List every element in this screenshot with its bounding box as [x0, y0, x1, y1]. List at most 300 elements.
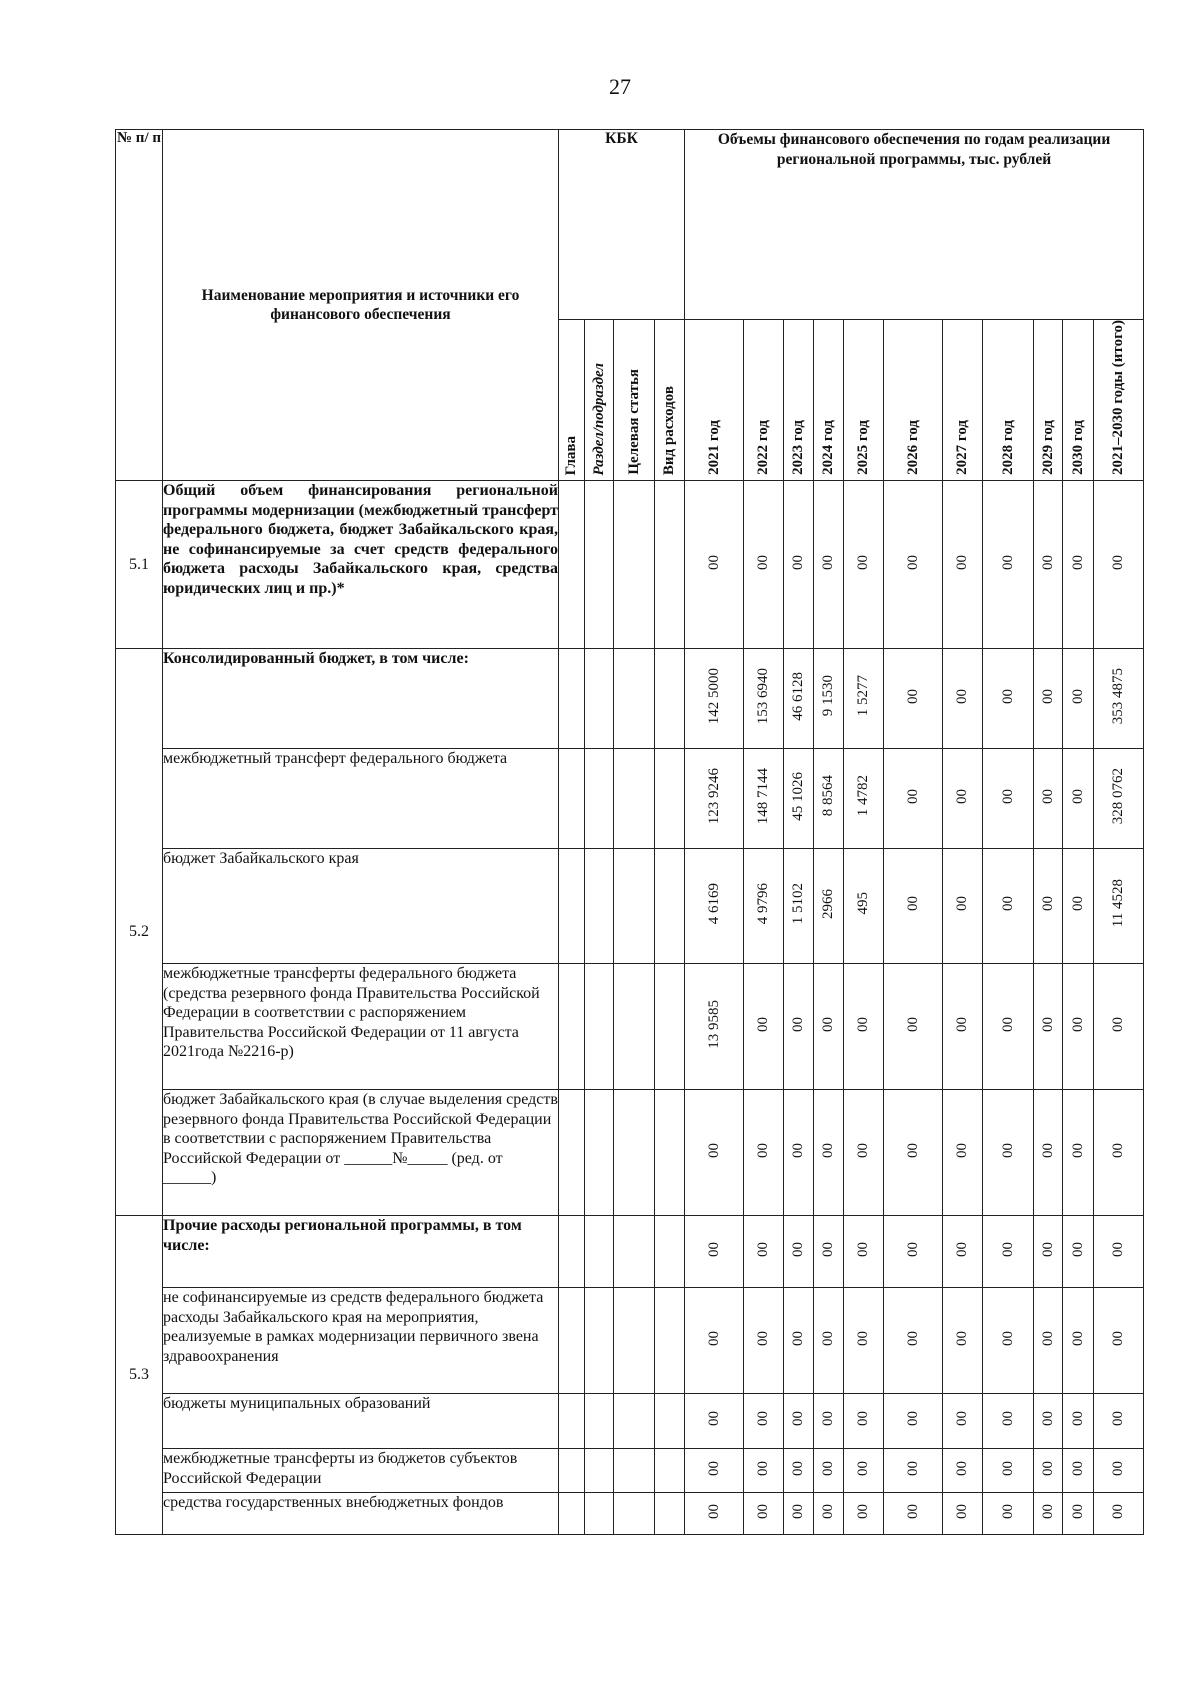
- value-cell: [784, 1216, 814, 1288]
- value-cell: [685, 749, 744, 849]
- header-year-3: [814, 320, 844, 481]
- row-name: Прочие расходы региональной программы, в том числе:: [163, 1216, 559, 1288]
- table-row: [116, 1288, 1144, 1394]
- value-text: 2966: [820, 888, 837, 919]
- value-text: 00: [705, 1411, 722, 1427]
- row-name: Общий объем финансирования региональной программы модернизации (межбюджетный трансферт федерального бюджета, бюджет Забайкальского края, не софинансируемые за счет средств федерального бюджета расходы Забайкальского края, средства юридических лиц и пр.)*: [163, 481, 559, 649]
- value-text: 00: [1069, 1016, 1086, 1032]
- header-year-9: [1063, 320, 1094, 481]
- value-cell: [685, 481, 744, 649]
- value-cell: [943, 1216, 983, 1288]
- value-cell: [943, 964, 983, 1090]
- value-cell: [884, 1288, 943, 1394]
- value-text: 00: [820, 1142, 837, 1158]
- value-text: 4 6169: [705, 882, 722, 925]
- value-cell: [784, 749, 814, 849]
- value-cell: [884, 1394, 943, 1449]
- value-cell: [884, 481, 943, 649]
- value-cell: [1063, 1090, 1094, 1216]
- value-cell: [1034, 1394, 1063, 1449]
- row-name: Консолидированный бюджет, в том числе:: [163, 649, 559, 749]
- value-cell: [844, 1449, 884, 1493]
- value-text: 9 1530: [820, 675, 837, 717]
- value-cell: [1034, 1449, 1063, 1493]
- value-text: 46 6128: [790, 671, 807, 721]
- value-cell: [1094, 1216, 1144, 1288]
- kbk-cell: [559, 649, 585, 749]
- kbk-cell: [585, 1090, 614, 1216]
- value-text: 00: [954, 1411, 971, 1427]
- value-text: 00: [1069, 1330, 1086, 1346]
- value-text: 00: [855, 554, 872, 570]
- value-text: 00: [1110, 554, 1127, 570]
- value-text: 00: [999, 1411, 1016, 1427]
- value-cell: [1094, 1288, 1144, 1394]
- value-cell: [943, 649, 983, 749]
- value-cell: [844, 1216, 884, 1288]
- kbk-cell: [559, 1493, 585, 1535]
- value-text: 00: [855, 1503, 872, 1519]
- value-cell: [983, 964, 1034, 1090]
- value-cell: [744, 1288, 784, 1394]
- value-cell: [814, 1288, 844, 1394]
- kbk-cell: [655, 1288, 685, 1394]
- value-text: 353 4875: [1110, 667, 1127, 725]
- value-text: 00: [1039, 554, 1056, 570]
- kbk-cell: [655, 481, 685, 649]
- value-cell: [884, 649, 943, 749]
- value-cell: [1034, 849, 1063, 964]
- header-year-6: [943, 320, 983, 481]
- value-text: 00: [705, 1241, 722, 1257]
- value-cell: [1034, 1090, 1063, 1216]
- value-cell: [943, 1493, 983, 1535]
- value-cell: [784, 1394, 814, 1449]
- kbk-cell: [614, 749, 655, 849]
- value-cell: [844, 1288, 884, 1394]
- value-cell: [784, 1493, 814, 1535]
- header-kbk-section: [585, 320, 614, 481]
- value-text: 00: [1110, 1241, 1127, 1257]
- value-cell: [1034, 481, 1063, 649]
- kbk-cell: [614, 1493, 655, 1535]
- value-cell: [1094, 1394, 1144, 1449]
- value-cell: [784, 964, 814, 1090]
- header-name: Наименование мероприятия и источники его финансового обеспечения: [163, 130, 559, 481]
- header-label: 2023 год: [790, 420, 807, 476]
- header-financing: Объемы финансового обеспечения по годам реализации региональной программы, тыс. рублей: [685, 130, 1144, 320]
- value-cell: [983, 1216, 1034, 1288]
- value-text: 8 8564: [820, 775, 837, 817]
- value-cell: [983, 1394, 1034, 1449]
- table-row: [116, 749, 1144, 849]
- table-row: [116, 1493, 1144, 1535]
- value-cell: [744, 649, 784, 749]
- value-cell: [814, 849, 844, 964]
- value-text: 00: [999, 554, 1016, 570]
- value-text: 00: [954, 1503, 971, 1519]
- value-text: 00: [755, 1503, 772, 1519]
- value-text: 142 5000: [705, 667, 722, 725]
- value-cell: [884, 1216, 943, 1288]
- table-row: [116, 964, 1144, 1090]
- value-text: 00: [1039, 1330, 1056, 1346]
- row-index: 5.1: [116, 481, 163, 649]
- value-text: 00: [1110, 1016, 1127, 1032]
- value-text: 00: [755, 1241, 772, 1257]
- value-cell: [943, 1394, 983, 1449]
- value-cell: [685, 1394, 744, 1449]
- value-text: 13 9585: [705, 999, 722, 1049]
- header-label: Вид расходов: [661, 385, 678, 476]
- value-text: 00: [755, 1411, 772, 1427]
- value-text: 00: [755, 1016, 772, 1032]
- kbk-cell: [585, 1493, 614, 1535]
- value-text: 00: [790, 1503, 807, 1519]
- value-cell: [884, 849, 943, 964]
- kbk-cell: [585, 1394, 614, 1449]
- value-text: 00: [820, 1330, 837, 1346]
- value-cell: [983, 1090, 1034, 1216]
- value-text: 00: [1110, 1142, 1127, 1158]
- value-cell: [744, 749, 784, 849]
- header-year-7: [983, 320, 1034, 481]
- row-index: 5.2: [116, 649, 163, 1216]
- header-year-8: [1034, 320, 1063, 481]
- value-text: 00: [820, 1016, 837, 1032]
- value-text: 00: [820, 1460, 837, 1476]
- value-text: 00: [954, 554, 971, 570]
- value-text: 00: [904, 1411, 921, 1427]
- header-label: Раздел/подраздел: [590, 362, 607, 476]
- kbk-cell: [585, 749, 614, 849]
- value-text: 00: [954, 1016, 971, 1032]
- kbk-cell: [614, 964, 655, 1090]
- value-text: 00: [755, 1330, 772, 1346]
- kbk-cell: [585, 649, 614, 749]
- header-kbk-target-article: [614, 320, 655, 481]
- value-cell: [943, 1090, 983, 1216]
- value-text: 00: [820, 1503, 837, 1519]
- table-row: [116, 1090, 1144, 1216]
- value-text: 00: [755, 1460, 772, 1476]
- value-text: 00: [954, 1241, 971, 1257]
- value-cell: [943, 1288, 983, 1394]
- kbk-cell: [655, 964, 685, 1090]
- value-text: 00: [855, 1411, 872, 1427]
- kbk-cell: [655, 1449, 685, 1493]
- value-text: 00: [1110, 1411, 1127, 1427]
- kbk-cell: [559, 1216, 585, 1288]
- value-text: 328 0762: [1110, 767, 1127, 825]
- value-cell: [844, 1394, 884, 1449]
- table-row: [116, 849, 1144, 964]
- value-cell: [1063, 481, 1094, 649]
- value-text: 00: [904, 896, 921, 912]
- value-text: 00: [855, 1142, 872, 1158]
- value-cell: [983, 1493, 1034, 1535]
- value-cell: [814, 1493, 844, 1535]
- value-cell: [784, 1449, 814, 1493]
- value-cell: [744, 849, 784, 964]
- header-num: № п/ п: [116, 130, 163, 481]
- value-cell: [943, 481, 983, 649]
- value-cell: [844, 1090, 884, 1216]
- header-label: 2025 год: [855, 420, 872, 476]
- value-cell: [844, 1493, 884, 1535]
- value-text: 00: [1039, 1460, 1056, 1476]
- value-cell: [1063, 1394, 1094, 1449]
- kbk-cell: [655, 649, 685, 749]
- table-row: [116, 649, 1144, 749]
- value-text: 00: [1039, 1503, 1056, 1519]
- value-cell: [1034, 1288, 1063, 1394]
- kbk-cell: [614, 481, 655, 649]
- kbk-cell: [655, 1216, 685, 1288]
- value-text: 00: [904, 1330, 921, 1346]
- kbk-cell: [655, 1090, 685, 1216]
- value-text: 00: [790, 1330, 807, 1346]
- value-cell: [1063, 849, 1094, 964]
- kbk-cell: [559, 749, 585, 849]
- value-cell: [1034, 749, 1063, 849]
- value-cell: [744, 1394, 784, 1449]
- kbk-cell: [614, 849, 655, 964]
- value-cell: [744, 1493, 784, 1535]
- value-text: 00: [904, 1460, 921, 1476]
- value-text: 00: [855, 1460, 872, 1476]
- value-text: 00: [999, 1016, 1016, 1032]
- value-cell: [1063, 964, 1094, 1090]
- value-text: 00: [1110, 1330, 1127, 1346]
- value-text: 00: [1069, 688, 1086, 704]
- kbk-cell: [614, 649, 655, 749]
- kbk-cell: [585, 1288, 614, 1394]
- value-text: 00: [1110, 1460, 1127, 1476]
- value-cell: [844, 649, 884, 749]
- value-cell: [1063, 1449, 1094, 1493]
- value-cell: [884, 1493, 943, 1535]
- value-cell: [1094, 849, 1144, 964]
- value-text: 00: [855, 1016, 872, 1032]
- value-cell: [744, 481, 784, 649]
- value-cell: [814, 964, 844, 1090]
- row-name: бюджет Забайкальского края (в случае выделения средств резервного фонда Правительства Российской Федерации в соответствии с распоряжением Правительства Российской Федерации от ______№_____ (ред. от ______): [163, 1090, 559, 1216]
- value-cell: [1094, 649, 1144, 749]
- value-text: 00: [790, 1016, 807, 1032]
- value-text: 00: [999, 1460, 1016, 1476]
- row-name: межбюджетные трансферты федерального бюджета (средства резервного фонда Правительства Российской Федерации в соответствии с распоряжением Правительства Российской Федерации от 11 августа 2021года №2216-р): [163, 964, 559, 1090]
- header-label: 2030 год: [1069, 420, 1086, 476]
- value-text: 4 9796: [755, 882, 772, 925]
- kbk-cell: [614, 1449, 655, 1493]
- value-cell: [884, 749, 943, 849]
- value-cell: [814, 649, 844, 749]
- value-text: 00: [954, 688, 971, 704]
- row-name: межбюджетный трансферт федерального бюджета: [163, 749, 559, 849]
- kbk-cell: [614, 1216, 655, 1288]
- value-cell: [685, 1216, 744, 1288]
- table-row: [116, 1216, 1144, 1288]
- value-text: 00: [904, 554, 921, 570]
- value-cell: [983, 1288, 1034, 1394]
- value-cell: [1094, 481, 1144, 649]
- table-row: [116, 1394, 1144, 1449]
- value-cell: [943, 849, 983, 964]
- value-text: 00: [1039, 1411, 1056, 1427]
- header-label: 2024 год: [820, 420, 837, 476]
- value-cell: [943, 749, 983, 849]
- header-kbk-expense-type: [655, 320, 685, 481]
- financing-table: [115, 129, 1144, 1535]
- value-text: 00: [1069, 896, 1086, 912]
- value-text: 00: [904, 788, 921, 804]
- value-cell: [983, 481, 1034, 649]
- value-text: 00: [999, 1503, 1016, 1519]
- value-text: 00: [1069, 1142, 1086, 1158]
- row-name: не софинансируемые из средств федерального бюджета расходы Забайкальского края на мероприятия, реализуемые в рамках модернизации первичного звена здравоохранения: [163, 1288, 559, 1394]
- value-text: 00: [904, 688, 921, 704]
- value-cell: [1034, 1493, 1063, 1535]
- value-text: 148 7144: [755, 767, 772, 825]
- value-text: 00: [1069, 554, 1086, 570]
- table-row: [116, 481, 1144, 649]
- kbk-cell: [585, 1216, 614, 1288]
- value-cell: [844, 481, 884, 649]
- value-text: 00: [954, 1460, 971, 1476]
- kbk-cell: [614, 1090, 655, 1216]
- value-cell: [685, 1288, 744, 1394]
- kbk-cell: [614, 1288, 655, 1394]
- value-cell: [983, 649, 1034, 749]
- value-text: 00: [1069, 1411, 1086, 1427]
- value-text: 123 9246: [705, 767, 722, 825]
- value-text: 1 4782: [855, 775, 872, 817]
- value-text: 00: [1069, 1503, 1086, 1519]
- value-text: 00: [1039, 688, 1056, 704]
- value-cell: [1034, 964, 1063, 1090]
- value-text: 00: [705, 1503, 722, 1519]
- value-text: 00: [790, 1460, 807, 1476]
- row-name: бюджеты муниципальных образований: [163, 1394, 559, 1449]
- header-year-5: [884, 320, 943, 481]
- kbk-cell: [585, 849, 614, 964]
- value-cell: [784, 1090, 814, 1216]
- value-text: 00: [705, 554, 722, 570]
- header-label: 2021 год: [705, 420, 722, 476]
- value-cell: [1034, 1216, 1063, 1288]
- value-cell: [1063, 749, 1094, 849]
- header-label: 2021–2030 годы (итого): [1110, 320, 1127, 476]
- value-cell: [1034, 649, 1063, 749]
- value-cell: [1063, 1493, 1094, 1535]
- value-text: 00: [904, 1016, 921, 1032]
- value-cell: [814, 1216, 844, 1288]
- value-cell: [814, 1394, 844, 1449]
- value-cell: [685, 849, 744, 964]
- value-cell: [814, 1449, 844, 1493]
- value-text: 00: [999, 1142, 1016, 1158]
- value-text: 00: [790, 1142, 807, 1158]
- value-text: 00: [790, 1411, 807, 1427]
- value-cell: [983, 849, 1034, 964]
- kbk-cell: [655, 1394, 685, 1449]
- value-cell: [814, 481, 844, 649]
- value-text: 00: [705, 1142, 722, 1158]
- value-text: 00: [904, 1241, 921, 1257]
- value-text: 1 5102: [790, 882, 807, 925]
- row-name: средства государственных внебюджетных фондов: [163, 1493, 559, 1535]
- page-number: 27: [609, 74, 631, 99]
- value-cell: [1094, 964, 1144, 1090]
- header-kbk: КБК: [559, 130, 685, 320]
- row-index: 5.3: [116, 1216, 163, 1535]
- value-cell: [685, 964, 744, 1090]
- value-cell: [784, 649, 814, 749]
- value-text: 00: [755, 554, 772, 570]
- header-label: Глава: [563, 435, 579, 476]
- value-text: 00: [820, 1241, 837, 1257]
- table-row: [116, 1449, 1144, 1493]
- value-cell: [1094, 1090, 1144, 1216]
- kbk-cell: [559, 481, 585, 649]
- value-text: 00: [1039, 1142, 1056, 1158]
- header-label: 2027 год: [954, 420, 971, 476]
- value-cell: [1094, 1449, 1144, 1493]
- value-text: 00: [755, 1142, 772, 1158]
- header-label: 2026 год: [904, 420, 921, 476]
- value-cell: [844, 964, 884, 1090]
- kbk-cell: [585, 1449, 614, 1493]
- row-name: межбюджетные трансферты из бюджетов субъектов Российской Федерации: [163, 1449, 559, 1493]
- value-text: 00: [999, 788, 1016, 804]
- value-text: 00: [1039, 1241, 1056, 1257]
- value-text: 45 1026: [790, 771, 807, 821]
- value-text: 00: [999, 896, 1016, 912]
- row-name: бюджет Забайкальского края: [163, 849, 559, 964]
- kbk-cell: [559, 1288, 585, 1394]
- value-text: 00: [1110, 1503, 1127, 1519]
- header-year-1: [744, 320, 784, 481]
- value-cell: [744, 964, 784, 1090]
- value-cell: [685, 1493, 744, 1535]
- kbk-cell: [559, 964, 585, 1090]
- header-label: 2022 год: [755, 420, 772, 476]
- value-cell: [1094, 749, 1144, 849]
- value-text: 00: [954, 1330, 971, 1346]
- value-cell: [943, 1449, 983, 1493]
- value-cell: [983, 1449, 1034, 1493]
- value-text: 153 6940: [755, 667, 772, 725]
- value-text: 495: [855, 892, 872, 915]
- value-text: 00: [1039, 788, 1056, 804]
- value-cell: [814, 1090, 844, 1216]
- value-text: 00: [1039, 1016, 1056, 1032]
- value-cell: [685, 1090, 744, 1216]
- value-cell: [1063, 649, 1094, 749]
- header-label: 2029 год: [1039, 420, 1056, 476]
- value-text: 00: [1069, 788, 1086, 804]
- kbk-cell: [559, 849, 585, 964]
- value-text: 00: [999, 1330, 1016, 1346]
- value-text: 00: [999, 1241, 1016, 1257]
- value-cell: [884, 964, 943, 1090]
- kbk-cell: [655, 1493, 685, 1535]
- header-year-0: [685, 320, 744, 481]
- value-cell: [744, 1216, 784, 1288]
- value-cell: [685, 1449, 744, 1493]
- header-label: 2028 год: [999, 420, 1016, 476]
